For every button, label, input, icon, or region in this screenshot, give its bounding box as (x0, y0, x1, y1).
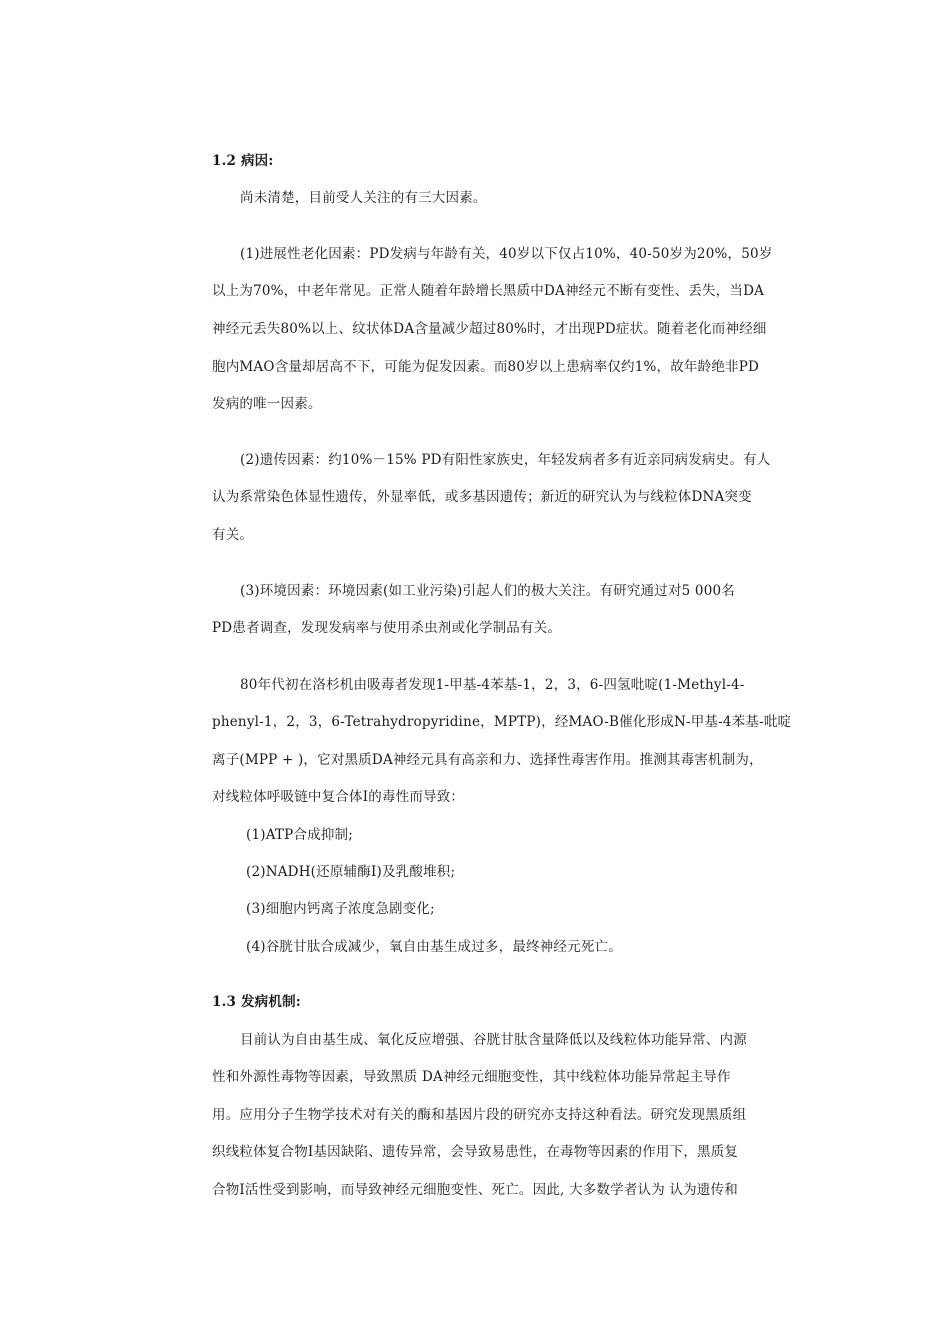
paragraph-line: 合物Ⅰ活性受到影响，而导致神经元细胞变性、死亡。因此, 大多数学者认为 认为遗传和 (212, 1182, 738, 1198)
list-item: (3)细胞内钙离子浓度急剧变化; (246, 901, 435, 917)
paragraph-line: (3)环境因素：环境因素(如工业污染)引起人们的极大关注。有研究通过对5 000名 (240, 583, 736, 599)
paragraph-line: 神经元丢失80%以上、纹状体DA含量减少超过80%时，才出现PD症状。随着老化而神经细 (212, 321, 767, 337)
paragraph-line: 认为系常染色体显性遗传，外显率低，或多基因遗传；新近的研究认为与线粒体DNA突变 (212, 489, 752, 505)
paragraph-line: 性和外源性毒物等因素，导致黑质 DA神经元细胞变性，其中线粒体功能异常起主导作 (212, 1069, 731, 1085)
section-heading-1-2: 1.2 病因: (212, 153, 274, 169)
section-heading-1-3: 1.3 发病机制: (212, 994, 301, 1010)
paragraph-line: 发病的唯一因素。 (212, 396, 322, 412)
paragraph-line: 离子(MPP + )，它对黑质DA神经元具有高亲和力、选择性毒害作用。推测其毒害机制为， (212, 752, 763, 768)
paragraph-line: 以上为70%，中老年常见。正常人随着年龄增长黑质中DA神经元不断有变性、丢失，当DA (212, 283, 765, 299)
paragraph-line: (2)遗传因素：约10%－15% PD有阳性家族史，年轻发病者多有近亲同病发病史。有人 (240, 452, 771, 468)
section-intro: 尚未清楚，目前受人关注的有三大因素。 (240, 190, 487, 206)
list-item: (4)谷胱甘肽合成减少，氧自由基生成过多，最终神经元死亡。 (246, 939, 622, 955)
list-item: (2)NADH(还原辅酶Ⅰ)及乳酸堆积; (246, 864, 456, 880)
paragraph-line: 80年代初在洛杉机由吸毒者发现1-甲基-4苯基-1，2，3，6-四氢吡啶(1-Methyl-4- (240, 677, 745, 693)
paragraph-line: 用。应用分子生物学技术对有关的酶和基因片段的研究亦支持这种看法。研究发现黑质组 (212, 1107, 747, 1123)
paragraph-line: phenyl-1，2，3，6-Tetrahydropyridine，MPTP)，经MAO-B催化形成N-甲基-4苯基-吡啶 (212, 714, 792, 730)
paragraph-line: 有关。 (212, 527, 254, 543)
paragraph-line: 织线粒体复合物Ⅰ基因缺陷、遗传异常，会导致易患性，在毒物等因素的作用下，黑质复 (212, 1144, 739, 1160)
paragraph-line: 胞内MAO含量却居高不下，可能为促发因素。而80岁以上患病率仅约1%，故年龄绝非PD (212, 359, 760, 375)
paragraph-line: PD患者调查，发现发病率与使用杀虫剂或化学制品有关。 (212, 620, 562, 636)
paragraph-line: (1)进展性老化因素：PD发病与年龄有关，40岁以下仅占10%，40-50岁为20%，50岁 (240, 246, 773, 262)
list-item: (1)ATP合成抑制; (246, 827, 353, 843)
paragraph-line: 目前认为自由基生成、氧化反应增强、谷胱甘肽含量降低以及线粒体功能异常、内源 (240, 1032, 747, 1048)
paragraph-line: 对线粒体呼吸链中复合体Ⅰ的毒性而导致： (212, 789, 465, 805)
